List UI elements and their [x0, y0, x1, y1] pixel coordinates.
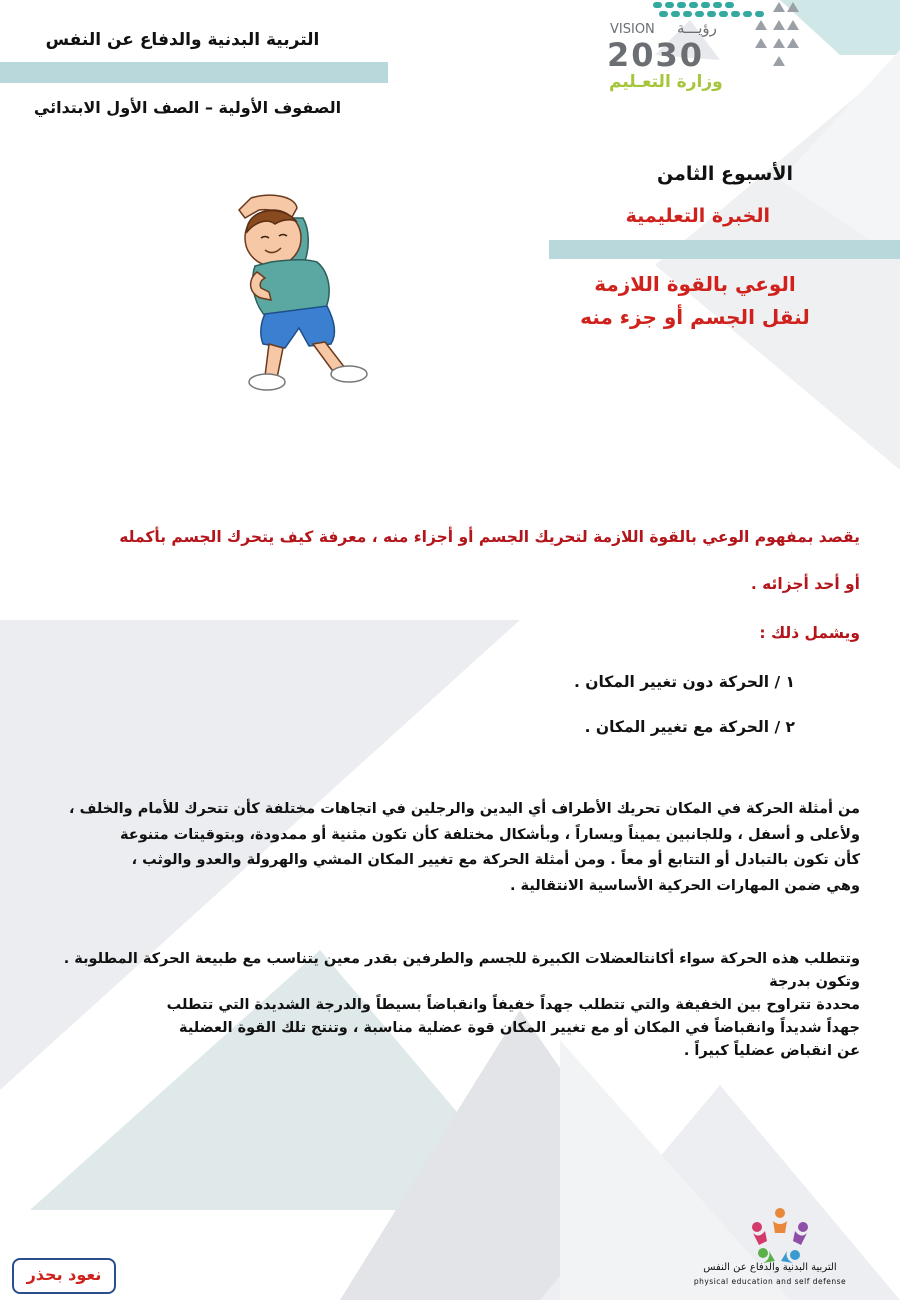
- requirements-line-1: وتتطلب هذه الحركة سواء أكانتالعضلات الكبيرة للجسم والطرفين بقدر معين يتناسب مع طبيعة الحركة المطلوبة .: [63, 951, 860, 967]
- intro-paragraph-line2: أو أحد أجزائه .: [750, 575, 860, 593]
- examples-line-1: من أمثلة الحركة في المكان تحريك الأطراف أي اليدين والرجلين في اتجاهات مختلفة كأن تتحرك للأمام والخلف ،: [69, 801, 860, 817]
- learning-experience-title: الخبرة التعليمية: [625, 205, 770, 227]
- requirements-line-2: وتكون بدرجة: [769, 974, 860, 990]
- examples-paragraph: [30, 797, 860, 899]
- requirements-line-5: عن انقباض عضلياً كبيراً .: [683, 1043, 860, 1059]
- ministry-name: وزارة التعـليم: [609, 72, 723, 92]
- vision-ar-text: رؤيـــة: [677, 19, 717, 37]
- header-accent-bar: [0, 62, 388, 83]
- boy-stretching-illustration: [225, 188, 390, 398]
- topic-line-1: الوعي بالقوة اللازمة: [594, 272, 796, 296]
- includes-heading: ويشمل ذلك :: [759, 624, 860, 642]
- footer-logo-title-ar: التربية البدنية والدفاع عن النفس: [703, 1262, 837, 1273]
- examples-line-2: ولأعلى و أسفل ، وللجانبين يميناً ويساراً ، وبأشكال مختلفة كأن تكون مثنية أو ممدودة، وبتوقيتات متنوعة: [120, 826, 860, 843]
- list-item-2: ٢ / الحركة مع تغيير المكان .: [584, 718, 795, 736]
- requirements-line-3: محددة تتراوح بين الخفيفة والتي تتطلب جهداً خفيفاً وانقباضاً بسيطاً والدرجة الشديدة التي تتطلب: [166, 997, 860, 1013]
- examples-line-4: وهي ضمن المهارات الحركية الأساسية الانتقالية .: [510, 877, 860, 894]
- vision-text: VISION: [610, 22, 655, 37]
- pe-department-logo: [745, 1205, 815, 1265]
- ministry-logo: [605, 0, 805, 95]
- grade-title: الصفوف الأولية – الصف الأول الابتدائي: [33, 98, 342, 117]
- footer-logo-title-en: physical education and self defense: [693, 1277, 847, 1286]
- title-accent-bar: [549, 240, 900, 259]
- topic-title: [560, 268, 830, 334]
- people-circle-icon: [745, 1205, 815, 1265]
- requirements-line-4: جهداً شديداً وانقباضاً في المكان أو مع تغيير المكان قوة عضلية مناسبة ، وتنتج تلك القوة العضلية: [179, 1020, 860, 1036]
- requirements-paragraph: [30, 948, 860, 1063]
- subject-title: التربية البدنية والدفاع عن النفس: [45, 30, 320, 50]
- list-item-1: ١ / الحركة دون تغيير المكان .: [573, 673, 795, 691]
- week-title: الأسبوع الثامن: [656, 163, 793, 185]
- back-safely-badge: نعود بحذر: [12, 1258, 116, 1294]
- topic-line-2: لنقل الجسم أو جزء منه: [580, 305, 810, 329]
- child-exercise-icon: [225, 188, 390, 398]
- intro-paragraph-line1: يقصد بمفهوم الوعي بالقوة اللازمة لتحريك الجسم أو أجزاء منه ، معرفة كيف يتحرك الجسم بأكمله: [119, 528, 860, 546]
- vision-year: 2030: [607, 36, 705, 74]
- examples-line-3: كأن تكون بالتبادل أو التتابع أو معاً . ومن أمثلة الحركة مع تغيير المكان المشي والهرولة والعدو والوثب ،: [131, 852, 860, 868]
